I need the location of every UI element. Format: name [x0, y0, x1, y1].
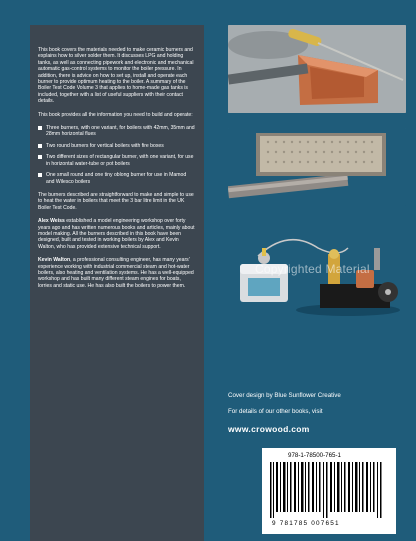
list-item: One small round and one tiny oblong burner for use in Mamod and Wilesco boilers — [38, 172, 196, 185]
bullet-icon — [38, 155, 42, 159]
author-name-1: Alex Weiss — [38, 218, 65, 225]
barcode-graphic — [270, 462, 386, 518]
author-bio-1: Alex Weiss established a model engineering workshop over forty years ago and has written numerous books and articles, mainly about model making. All the burners described in this book have been designed, built and tested in working boilers by Alex and Kevin Walton, who has provided extensive technical support. — [38, 218, 195, 250]
burner-tray-photo — [228, 25, 406, 113]
copyright-watermark: Copyrighted Material — [255, 262, 370, 276]
ceramic-burner-photo — [228, 128, 406, 206]
description-panel — [30, 25, 204, 541]
list-item: Two round burners for vertical boilers with fire boxes — [38, 143, 196, 149]
bullet-icon — [38, 144, 42, 148]
cover-design-credit: Cover design by Blue Sunflower Creative — [228, 392, 341, 399]
author-name-2: Kevin Walton — [38, 257, 71, 264]
description-paragraph-1: This book covers the materials needed to make ceramic burners and explains how to silver solder them. It discusses LPG and holding tanks, as well as connecting pipework and electronic and mechanical automatic gas-control systems to monitor the boiler pressure. In addition, there is advice on how to set up, install and operate each burner to provide optimum heating to the boiler. A summary of the Boiler Test Code Volume 3 that applies to home-made gas tanks is included, together with a list of useful suppliers with their contact details. — [38, 47, 194, 105]
publisher-url-link[interactable]: www.crowood.com — [228, 424, 310, 434]
author-bio-2: Kevin Walton, a professional consulting engineer, has many years' experience working with industrial commercial steam and hot-water boilers, also heating and ventilation systems. He has a well-equipped workshop and has built many different steam engines for boats, lorries and static use. He has also built the boilers to power them. — [38, 257, 194, 289]
bullet-icon — [38, 126, 42, 130]
description-paragraph-2: This book provides all the information you need to build and operate: — [38, 111, 193, 118]
bullet-icon — [38, 173, 42, 177]
isbn-label: 978-1-78500-765-1 — [288, 452, 341, 459]
list-item: Two different sizes of rectangular burner, with one variant, for use in horizontal water-tube or pot boilers — [38, 154, 196, 167]
burner-list — [38, 125, 196, 185]
list-item: Three burners, with one variant, for boilers with 42mm, 35mm and 28mm horizontal flues — [38, 125, 196, 138]
barcode-number: 9 781785 007651 — [272, 520, 340, 527]
details-text: For details of our other books, visit — [228, 408, 323, 415]
description-paragraph-3: The burners described are straightforward to make and simple to use to heat the water in boilers that meet the 3 bar litre limit in the UK Boiler Test Code. — [38, 191, 194, 211]
